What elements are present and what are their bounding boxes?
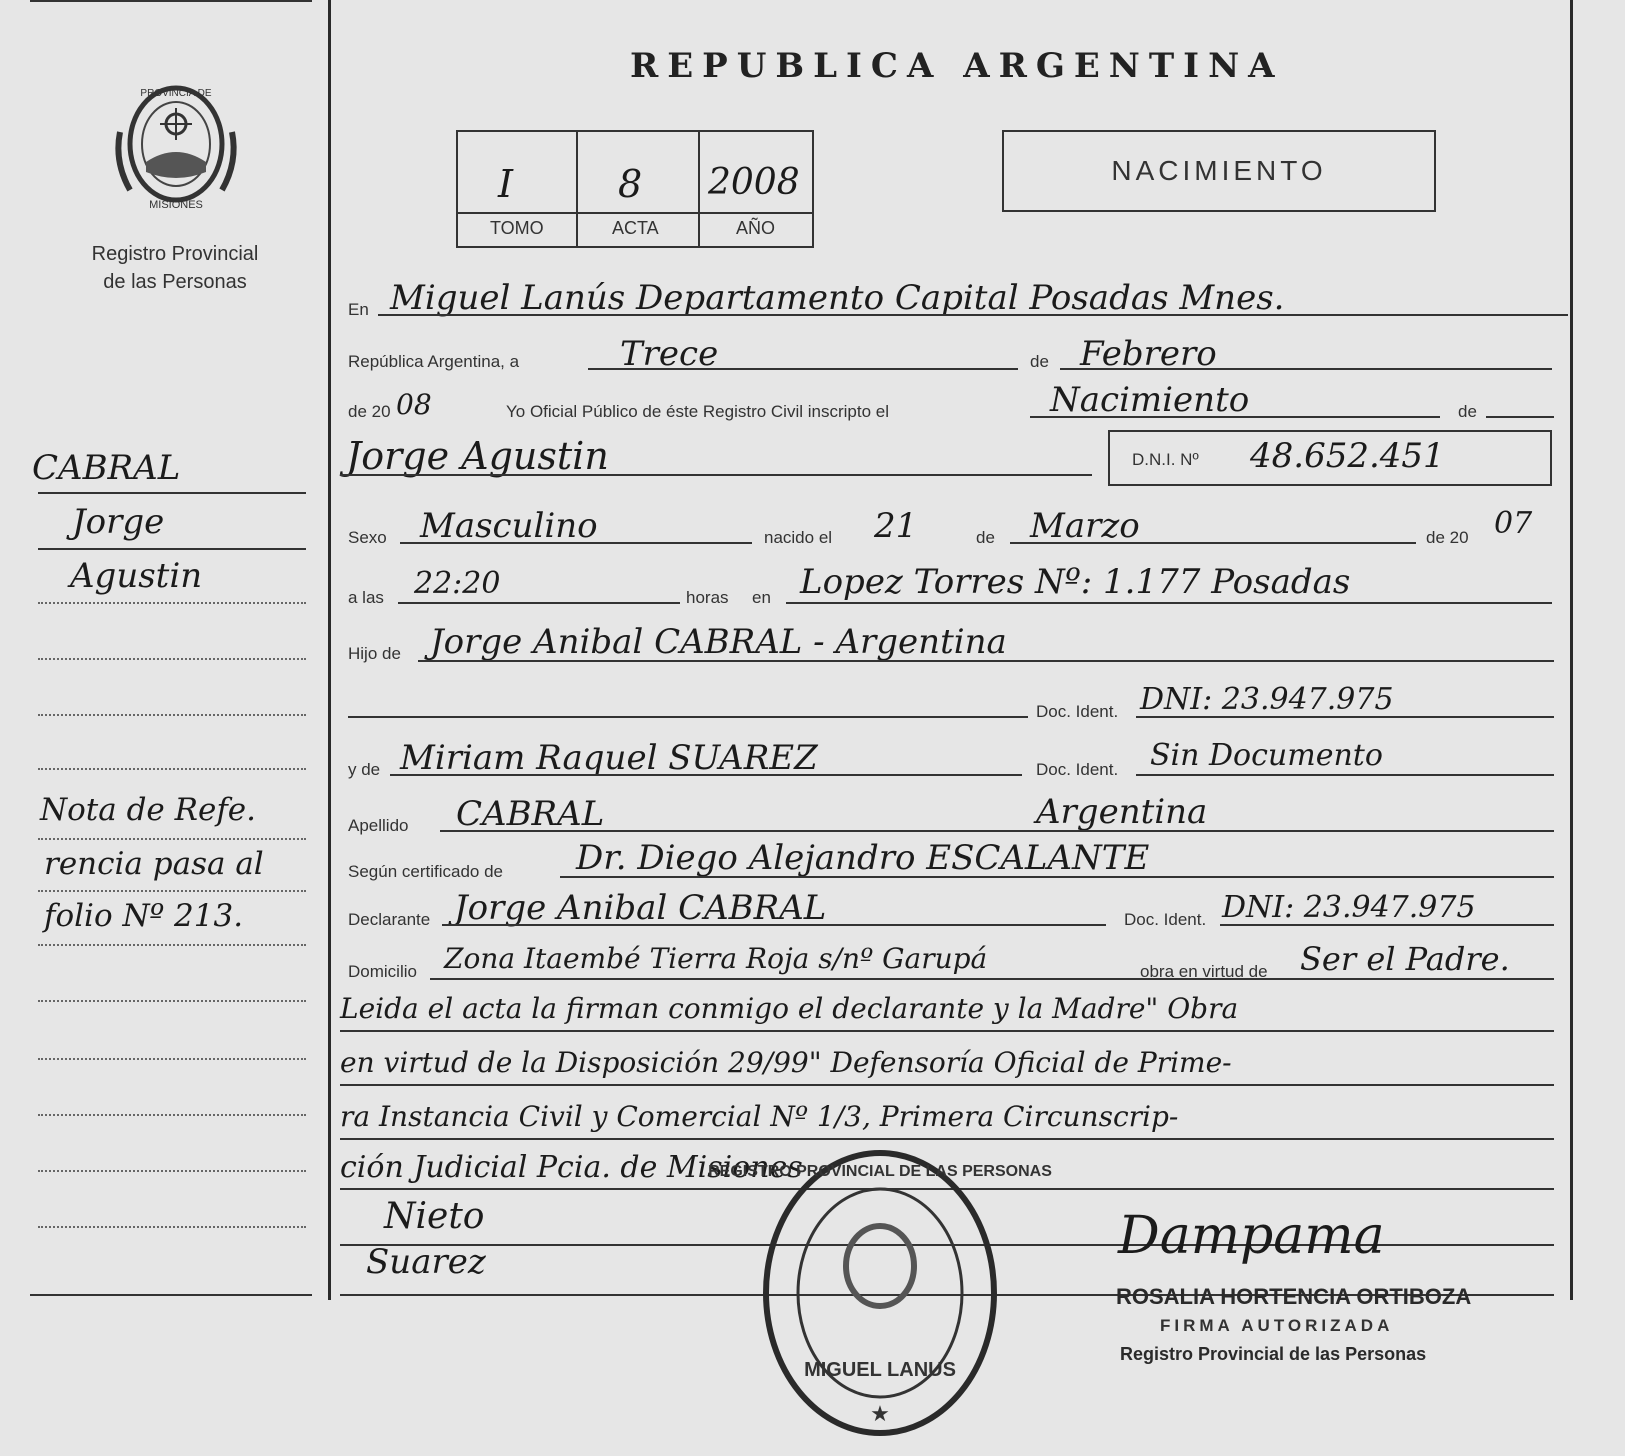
margin-first-name: Jorge [72, 502, 165, 542]
signature-right: Dampama [1118, 1206, 1385, 1266]
margin-bottom-rule [30, 1294, 312, 1296]
record-table [456, 130, 814, 248]
year-suffix-value: 08 [396, 388, 432, 421]
rule [786, 602, 1552, 604]
birth-day-value: 21 [874, 506, 918, 546]
de20-label: de 20 [1426, 528, 1469, 547]
record-divider [458, 212, 812, 214]
tomo-label: TOMO [490, 218, 544, 238]
provincial-seal [112, 72, 240, 212]
margin-dots [38, 1226, 306, 1228]
dni-label: D.N.I. Nº [1132, 450, 1199, 469]
surname-value: CABRAL [456, 794, 605, 834]
margin-dots [38, 1000, 306, 1002]
hijo-label: Hijo de [348, 644, 401, 663]
rule [398, 602, 680, 604]
official-name: ROSALIA HORTENCIA ORTIBOZA [1116, 1284, 1472, 1309]
father-doc-value: DNI: 23.947.975 [1140, 682, 1394, 717]
segun-label: Según certificado de [348, 862, 503, 881]
nacido-label: nacido el [764, 528, 833, 547]
doc-type-label: NACIMIENTO [1111, 155, 1327, 186]
declarant-value: Jorge Anibal CABRAL [454, 888, 827, 928]
margin-second-name: Agustin [70, 556, 203, 596]
father-value: Jorge Anibal CABRAL - Argentina [430, 622, 1007, 662]
de3-label: de [976, 528, 995, 547]
dni-box [1108, 430, 1552, 486]
a-las-label: a las [348, 588, 384, 607]
rule [588, 368, 1018, 370]
event-value: Nacimiento [1050, 380, 1250, 420]
margin-dots [38, 890, 306, 892]
certifier-value: Dr. Diego Alejandro ESCALANTE [576, 838, 1150, 878]
day-value: Trece [620, 334, 719, 374]
margin-dots [38, 658, 306, 660]
seal-text-top: PROVINCIA DE [140, 88, 212, 99]
acta-value: 8 [618, 162, 643, 206]
birth-month-value: Marzo [1030, 506, 1140, 546]
record-divider [698, 132, 700, 246]
rule [1030, 416, 1440, 418]
margin-dots [38, 1114, 306, 1116]
sexo-value: Masculino [420, 506, 598, 546]
rule [560, 876, 1554, 878]
sidebar-top-rule [30, 0, 312, 2]
mother-value: Miriam Raquel SUAREZ [400, 738, 818, 778]
official-stamp [708, 1146, 1052, 1440]
child-name-value: Jorge Agustin [346, 434, 609, 478]
rule [340, 1138, 1554, 1140]
capacity-value: Ser el Padre. [1300, 940, 1510, 978]
registry-line-1: Registro Provincial [91, 243, 259, 265]
rule [390, 774, 1022, 776]
observation-line-1: Leida el acta la firman conmigo el declarante y la Madre" Obra [340, 992, 1239, 1025]
domicilio-label: Domicilio [348, 962, 417, 981]
margin-dots [38, 1170, 306, 1172]
rule [400, 542, 752, 544]
rule [442, 924, 1106, 926]
year-prefix-label: de 20 [348, 402, 391, 421]
rule [340, 474, 1092, 476]
margin-dots [38, 602, 306, 604]
observation-line-3: ra Instancia Civil y Comercial Nº 1/3, Primera Circunscrip- [340, 1100, 1179, 1133]
registry-line-2: de las Personas [103, 271, 247, 293]
rule [1010, 542, 1416, 544]
official-office: Registro Provincial de las Personas [1120, 1344, 1427, 1364]
sidebar-divider [328, 0, 331, 1300]
country-title: REPUBLICA ARGENTINA [630, 46, 1284, 86]
y-de-label: y de [348, 760, 381, 779]
form-right-border [1570, 0, 1573, 1300]
anio-value: 2008 [708, 162, 800, 203]
signature-left-1: Nieto [384, 1196, 485, 1237]
rule [1136, 716, 1554, 718]
registry-name [40, 240, 310, 296]
seal-text-bottom: MISIONES [149, 199, 203, 211]
margin-dots [38, 1058, 306, 1060]
father-doc-label: Doc. Ident. [1036, 702, 1119, 721]
rule [340, 1030, 1554, 1032]
margin-rule [38, 548, 306, 550]
margin-note-line-1: Nota de Refe. [40, 792, 256, 828]
rule [440, 830, 1554, 832]
rule [348, 716, 1028, 718]
margin-rule [38, 492, 306, 494]
obra-label: obra en virtud de [1140, 962, 1268, 981]
month-value: Febrero [1080, 334, 1217, 374]
sexo-label: Sexo [348, 528, 387, 547]
rule [340, 1084, 1554, 1086]
stamp-inner-text: MIGUEL LANUS [804, 1359, 956, 1381]
acta-label: ACTA [612, 218, 659, 238]
yo-oficial-label: Yo Oficial Público de éste Registro Civil inscripto el [506, 402, 889, 421]
rule [418, 660, 1554, 662]
observation-line-4: ción Judicial Pcia. de Misiones [340, 1150, 803, 1185]
address-value: Zona Itaembé Tierra Roja s/nº Garupá [444, 942, 988, 975]
mother-doc-label: Doc. Ident. [1036, 760, 1119, 779]
birth-time-value: 22:20 [414, 566, 501, 601]
margin-note-line-3: folio Nº 213. [44, 898, 244, 934]
horas-label: horas [686, 588, 729, 607]
de2-label: de [1458, 402, 1477, 421]
declarante-label: Declarante [348, 910, 431, 929]
rule [1060, 368, 1552, 370]
doc-type-box [1002, 130, 1436, 212]
margin-dots [38, 838, 306, 840]
nationality-value: Argentina [1036, 792, 1208, 832]
mother-doc-value: Sin Documento [1150, 738, 1383, 773]
birth-place-value: Lopez Torres Nº: 1.177 Posadas [800, 562, 1351, 602]
dni-value: 48.652.451 [1250, 436, 1445, 476]
de-label: de [1030, 352, 1049, 371]
rule [1486, 416, 1554, 418]
margin-dots [38, 714, 306, 716]
apellido-label: Apellido [348, 816, 409, 835]
rule [430, 978, 1554, 980]
record-divider [576, 132, 578, 246]
place-value: Miguel Lanús Departamento Capital Posadas Mnes. [390, 278, 1285, 318]
margin-dots [38, 768, 306, 770]
rule [1220, 924, 1554, 926]
declarant-doc-label: Doc. Ident. [1124, 910, 1207, 929]
margin-dots [38, 944, 306, 946]
signature-left-2: Suarez [366, 1242, 486, 1282]
en2-label: en [752, 588, 771, 607]
republica-label: República Argentina, a [348, 352, 520, 371]
rule [1136, 774, 1554, 776]
observation-line-2: en virtud de la Disposición 29/99" Defensoría Oficial de Prime- [340, 1046, 1232, 1079]
tomo-value: I [498, 162, 514, 206]
rule [378, 314, 1568, 316]
birth-year-value: 07 [1494, 506, 1533, 541]
svg-text:★: ★ [870, 1401, 890, 1426]
declarant-doc-value: DNI: 23.947.975 [1222, 890, 1476, 925]
en-label: En [348, 300, 369, 319]
margin-surname: CABRAL [32, 448, 181, 488]
margin-note-line-2: rencia pasa al [44, 846, 264, 882]
official-role: FIRMA AUTORIZADA [1160, 1316, 1394, 1335]
anio-label: AÑO [736, 218, 776, 238]
stamp-outer-text: REGISTRO PROVINCIAL DE LAS PERSONAS [708, 1163, 1052, 1180]
